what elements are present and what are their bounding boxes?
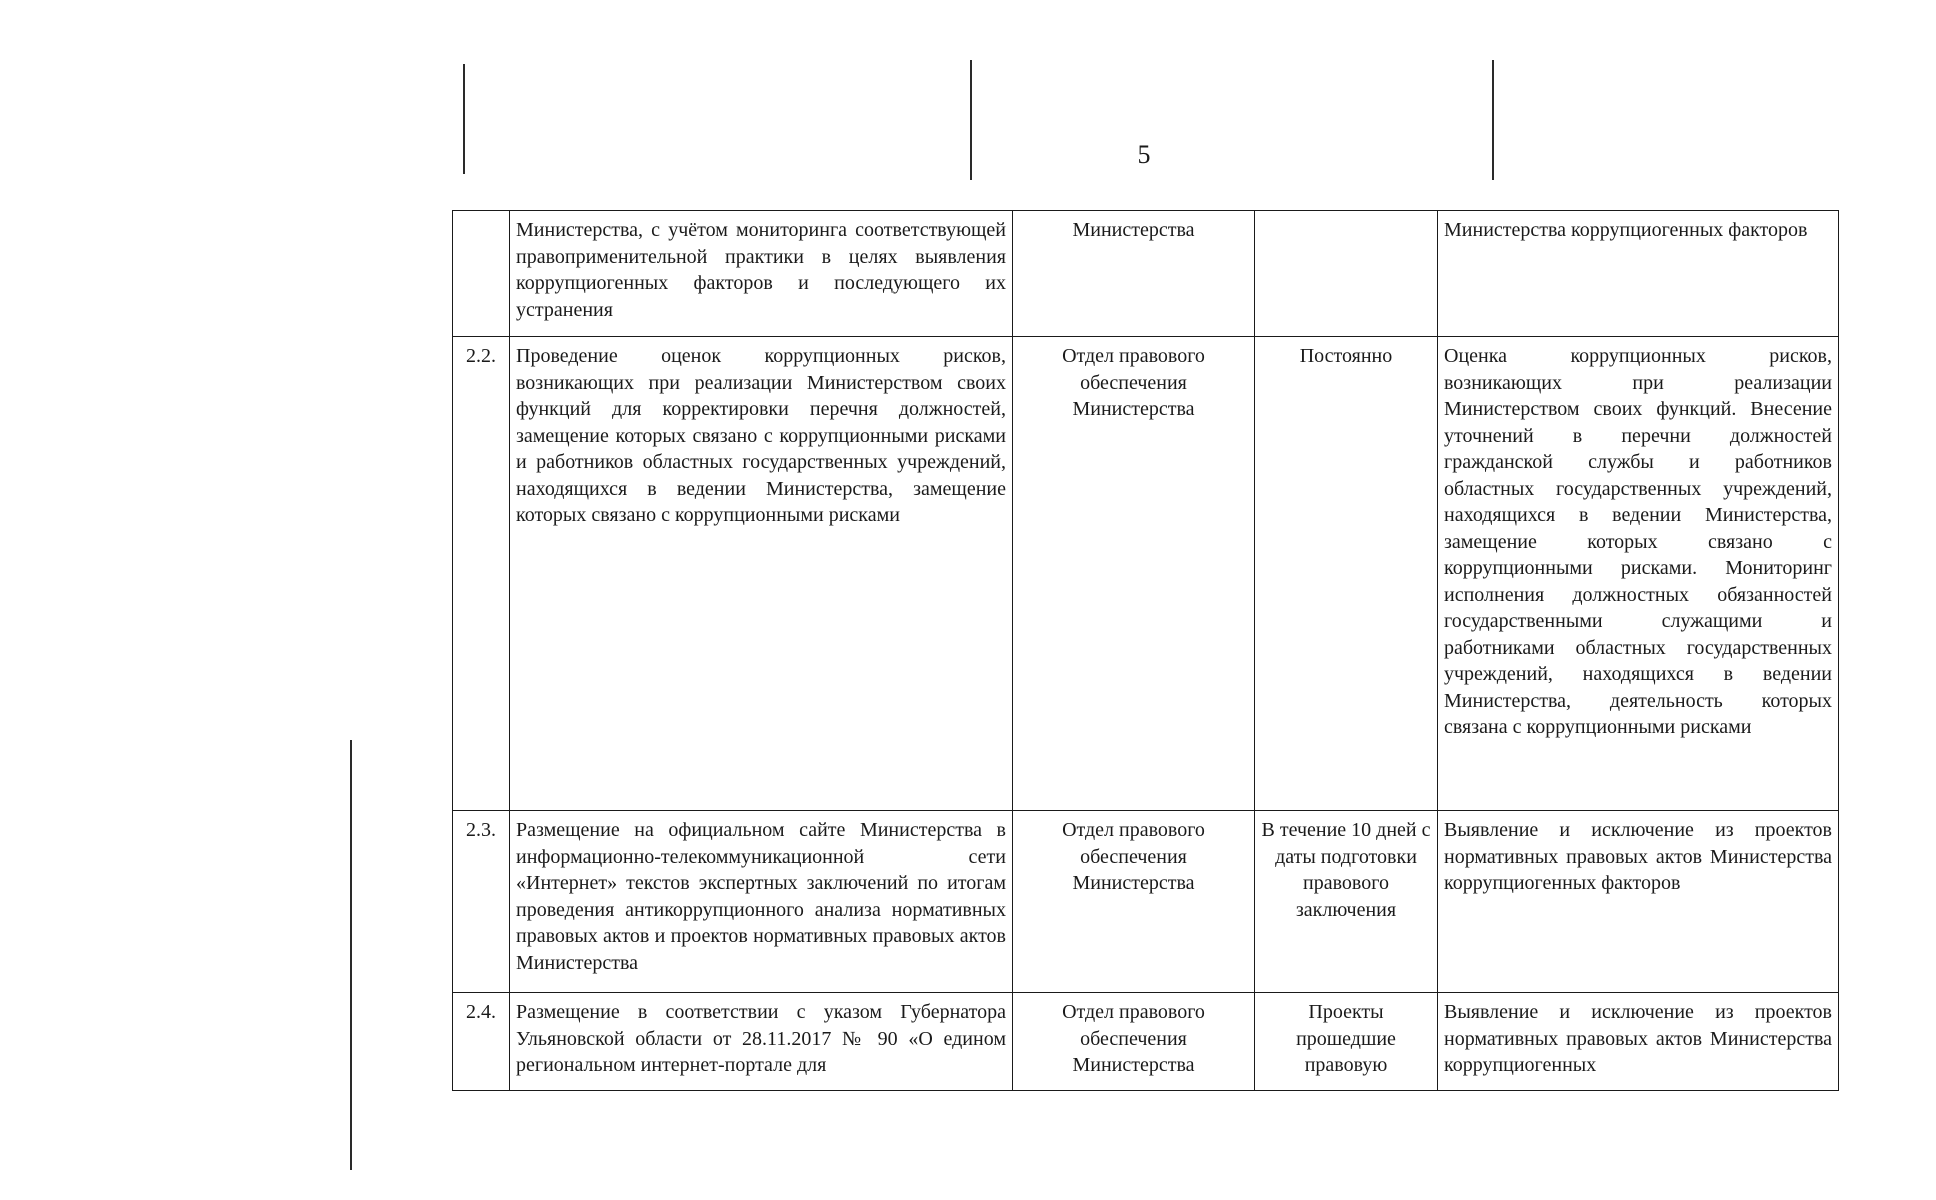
responsible-cell: Отдел правового обеспечения Министерства	[1013, 811, 1255, 993]
result-cell: Министерства коррупциогенных факторов	[1438, 211, 1839, 337]
scan-mark-line	[350, 740, 352, 1170]
description-cell: Размещение на официальном сайте Министерства в информационно-телекоммуникационной сети «Интернет» текстов экспертных заключений по итогам проведения антикоррупционного анализа нормативных правовых актов и проектов нормативных правовых актов Министерства	[510, 811, 1013, 993]
result-cell: Выявление и исключение из проектов нормативных правовых актов Министерства коррупциогенных	[1438, 993, 1839, 1091]
table-row	[453, 811, 1839, 993]
table-row	[453, 337, 1839, 811]
row-number-cell: 2.3.	[453, 811, 510, 993]
responsible-cell: Отдел правового обеспечения Министерства	[1013, 993, 1255, 1091]
table-row	[453, 211, 1839, 337]
scan-mark-line	[463, 64, 465, 174]
term-cell: В течение 10 дней с даты подготовки правового заключения	[1255, 811, 1438, 993]
action-plan-table	[452, 210, 1839, 1091]
description-cell: Проведение оценок коррупционных рисков, возникающих при реализации Министерством своих функций для корректировки перечня должностей, замещение которых связано с коррупционными рисками и работников областных государственных учреждений, находящихся в ведении Министерства, замещение которых связано с коррупционными рисками	[510, 337, 1013, 811]
term-cell: Проекты прошедшие правовую	[1255, 993, 1438, 1091]
table-row	[453, 993, 1839, 1091]
row-number-cell: 2.4.	[453, 993, 510, 1091]
row-number-cell: 2.2.	[453, 337, 510, 811]
result-cell: Оценка коррупционных рисков, возникающих при реализации Министерством своих функций. Внесение уточнений в перечни должностей гражданской службы и работников областных государственных учреждений, находящихся в ведении Министерства, замещение которых связано с коррупционными рисками. Мониторинг исполнения должностных обязанностей государственными служащими и работниками областных государственных учреждений, находящихся в ведении Министерства, деятельность которых связана с коррупционными рисками	[1438, 337, 1839, 811]
description-cell: Размещение в соответствии с указом Губернатора Ульяновской области от 28.11.2017 № 90 «О едином региональном интернет-портале для	[510, 993, 1013, 1091]
page-number: 5	[1137, 140, 1151, 169]
result-cell: Выявление и исключение из проектов нормативных правовых актов Министерства коррупциогенных факторов	[1438, 811, 1839, 993]
term-cell	[1255, 211, 1438, 337]
responsible-cell: Министерства	[1013, 211, 1255, 337]
scan-mark-line	[1492, 60, 1494, 180]
scan-mark-line	[970, 60, 972, 180]
term-cell: Постоянно	[1255, 337, 1438, 811]
description-cell: Министерства, с учётом мониторинга соответствующей правоприменительной практики в целях выявления коррупциогенных факторов и последующего их устранения	[510, 211, 1013, 337]
responsible-cell: Отдел правового обеспечения Министерства	[1013, 337, 1255, 811]
row-number-cell	[453, 211, 510, 337]
